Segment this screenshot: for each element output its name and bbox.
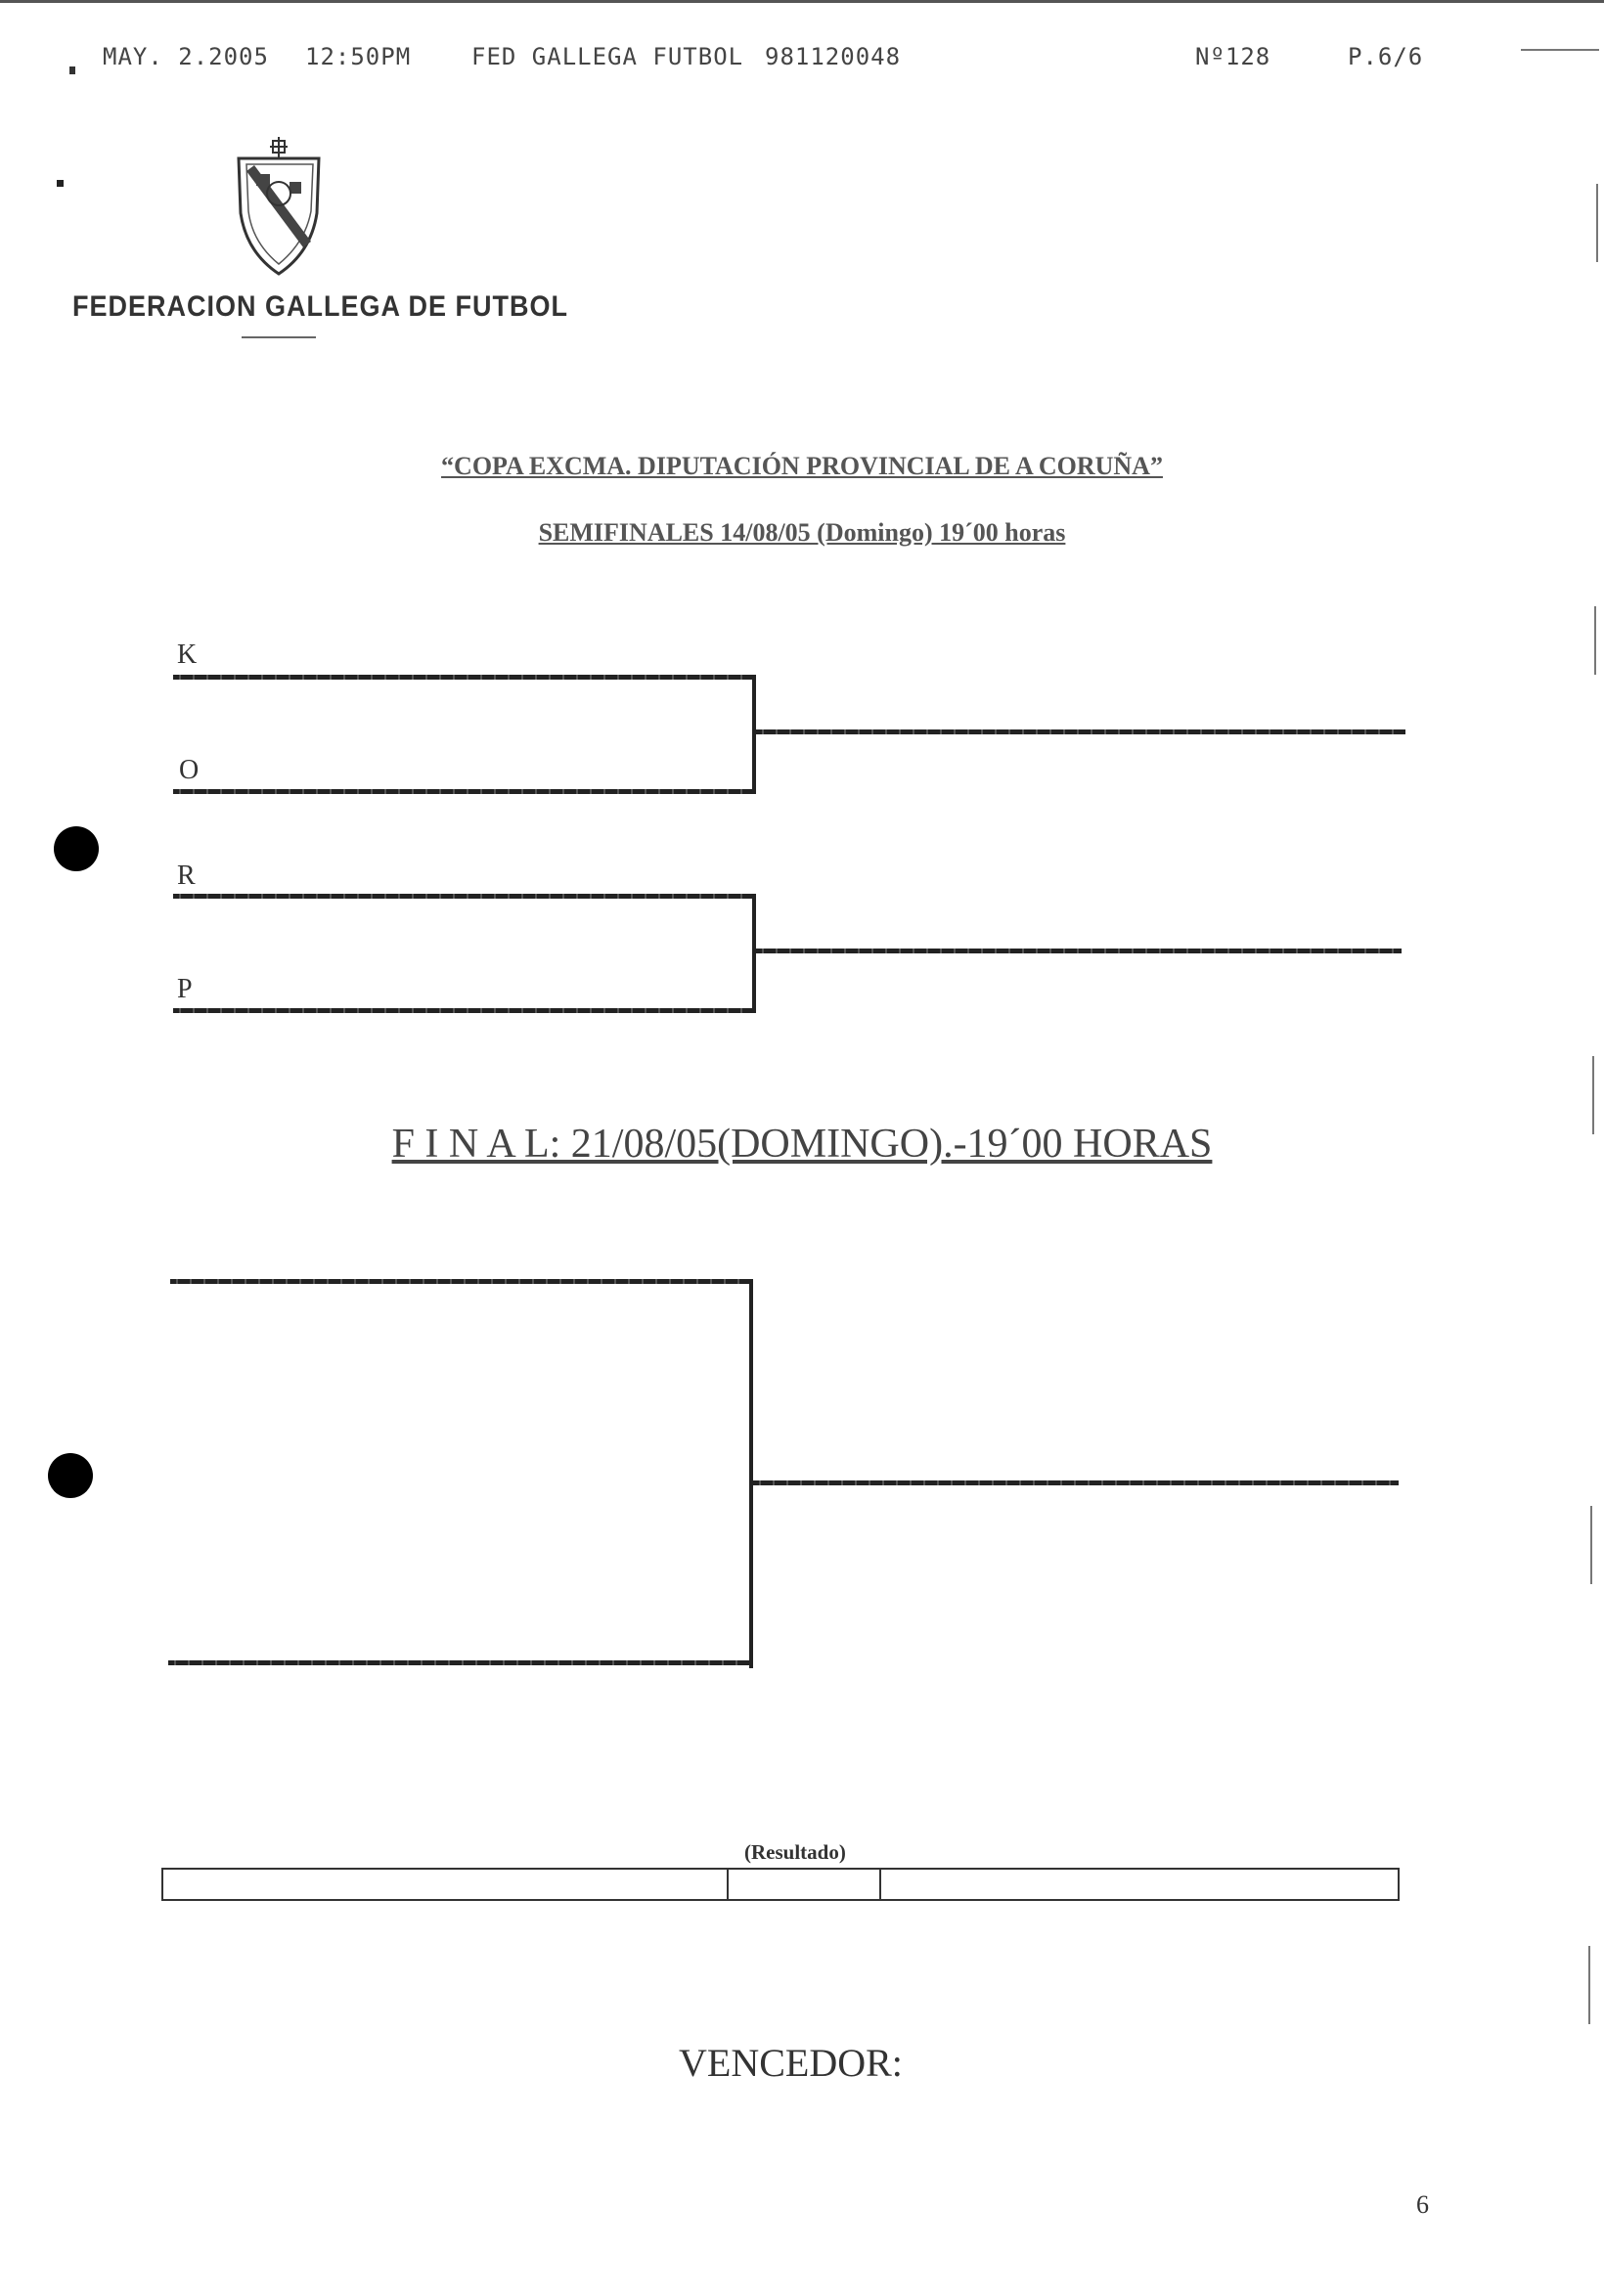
final-bottom-line [168, 1660, 751, 1665]
organization-name: FEDERACION GALLEGA DE FUTBOL [72, 289, 568, 323]
punch-hole-top [54, 826, 99, 871]
edge-mark-4 [1590, 1506, 1592, 1584]
final-heading: F I N A L: 21/08/05(DOMINGO).-19´00 HORAS [391, 1122, 1213, 1167]
fax-time: 12:50PM [305, 43, 412, 70]
organization-underline [242, 336, 316, 338]
slot-label-r: R [177, 861, 196, 891]
federation-crest-icon [233, 135, 325, 280]
punch-hole-bottom [48, 1453, 93, 1498]
competition-title: “COPA EXCMA. DIPUTACIÓN PROVINCIAL DE A CORUÑA” [441, 452, 1163, 480]
slot-label-k: K [177, 640, 198, 670]
edge-mark-1 [1596, 184, 1598, 262]
edge-mark-2 [1594, 606, 1596, 675]
semifinal-2-connector [752, 894, 756, 1013]
semifinal-1-top-line [173, 675, 756, 680]
semifinal-1-winner-line [756, 729, 1405, 734]
slot-label-p: P [177, 974, 193, 1004]
edge-mark-3 [1592, 1056, 1594, 1134]
semifinal-2-top-line [173, 894, 756, 899]
result-cell-left [161, 1868, 729, 1901]
semifinal-2-winner-line [756, 949, 1402, 953]
scan-dot-header [69, 66, 75, 74]
fax-top-rule [0, 0, 1604, 3]
semifinal-2-bottom-line [173, 1008, 756, 1013]
fax-page: P.6/6 [1348, 43, 1424, 70]
result-cell-right [879, 1868, 1400, 1901]
fax-sender: FED GALLEGA FUTBOL [471, 43, 744, 70]
fax-date: MAY. 2.2005 [103, 43, 269, 70]
result-cell-score [727, 1868, 881, 1901]
fax-number: Nº128 [1195, 43, 1271, 70]
edge-mark-5 [1588, 1946, 1590, 2024]
page-number: 6 [1416, 2190, 1429, 2219]
final-connector [749, 1279, 753, 1668]
final-top-line [170, 1279, 753, 1284]
result-label: (Resultado) [744, 1840, 846, 1864]
winner-label: VENCEDOR: [679, 2041, 903, 2085]
final-winner-line [753, 1480, 1399, 1485]
semifinal-heading: SEMIFINALES 14/08/05 (Domingo) 19´00 horas [538, 518, 1066, 547]
fax-phone: 981120048 [765, 43, 902, 70]
fax-trailing-rule [1521, 49, 1599, 51]
slot-label-o: O [179, 755, 200, 785]
semifinal-1-connector [752, 675, 756, 794]
scan-dot-left [57, 180, 64, 187]
semifinal-1-bottom-line [173, 789, 756, 794]
